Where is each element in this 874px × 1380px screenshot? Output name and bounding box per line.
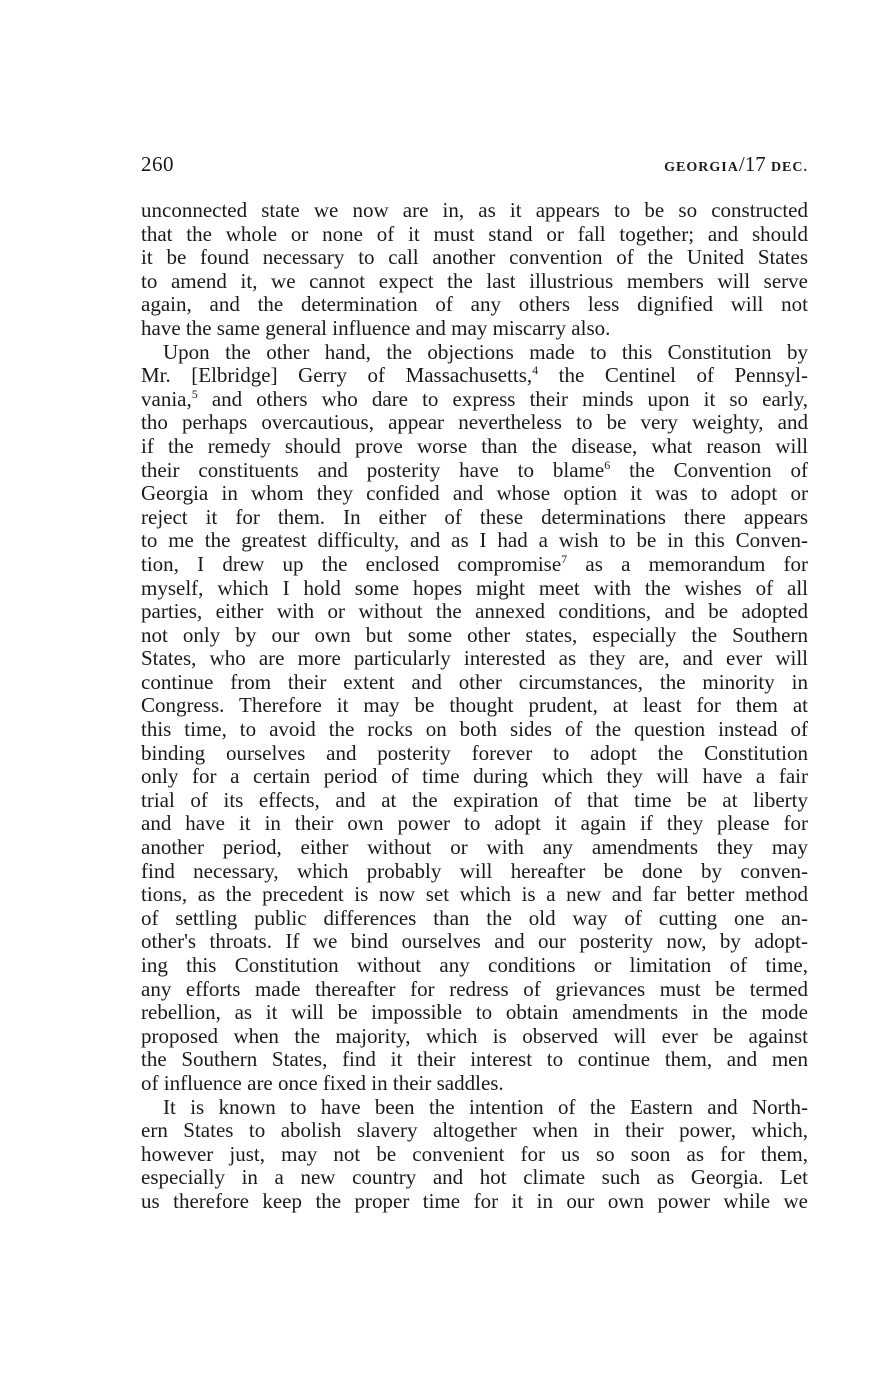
footnote-ref: 6 bbox=[604, 457, 611, 472]
text-line: only for a certain period of time during which they will have a fair bbox=[141, 764, 808, 789]
text-line: ern States to abolish slavery altogether when in their power, which, bbox=[141, 1118, 808, 1143]
text-line: Congress. Therefore it may be thought prudent, at least for them at bbox=[141, 693, 808, 718]
text-line: to me the greatest difficulty, and as I had a wish to be in this Conven- bbox=[141, 528, 808, 553]
text-line: tho perhaps overcautious, appear nevertheless to be very weighty, and bbox=[141, 410, 808, 435]
text-line: ing this Constitution without any conditions or limitation of time, bbox=[141, 953, 808, 977]
text-line: this time, to avoid the rocks on both sides of the question instead of bbox=[141, 717, 808, 742]
text-segment: vania, bbox=[141, 386, 192, 411]
text-line: Georgia in whom they confided and whose option it was to adopt or bbox=[141, 481, 808, 506]
running-head bbox=[141, 150, 808, 180]
text-segment: and others who dare to express their minds upon it so early, bbox=[197, 386, 808, 411]
text-line: any efforts made thereafter for redress of grievances must be termed bbox=[141, 976, 808, 1001]
text-line: of influence are once fixed in their saddles. bbox=[141, 1070, 504, 1095]
text-line: parties, either with or without the annexed conditions, and be adopted bbox=[141, 599, 808, 624]
text-line: Upon the other hand, the objections made to this Constitution by bbox=[163, 339, 808, 364]
text-segment: tion, I drew up the enclosed compromise bbox=[141, 551, 562, 576]
text-segment: their constituents and posterity have to blame bbox=[141, 457, 605, 482]
text-line: to amend it, we cannot expect the last illustrious members will serve bbox=[141, 268, 808, 293]
text-line: another period, either without or with any amendments they may bbox=[141, 835, 808, 860]
footnote-ref: 5 bbox=[191, 386, 198, 401]
text-line bbox=[141, 364, 808, 388]
text-line: if the remedy should prove worse than the disease, what reason will bbox=[141, 433, 808, 458]
text-line: it be found necessary to call another convention of the United States bbox=[141, 245, 808, 270]
text-segment: the Centinel of Pennsyl- bbox=[538, 363, 808, 388]
text-line: especially in a new country and hot climate such as Georgia. Let bbox=[141, 1165, 808, 1190]
heading-month: DEC. bbox=[770, 160, 808, 175]
text-line: find necessary, which probably will hereafter be done by conven- bbox=[141, 858, 808, 883]
text-line: proposed when the majority, which is observed will ever be against bbox=[141, 1023, 808, 1048]
text-line: again, and the determination of any others less dignified will not bbox=[141, 292, 808, 317]
text-line: and have it in their own power to adopt it again if they please for bbox=[141, 811, 808, 836]
text-line: binding ourselves and posterity forever to adopt the Constitution bbox=[141, 740, 808, 765]
text-line: rebellion, as it will be impossible to obtain amendments in the mode bbox=[141, 1000, 808, 1025]
text-line: that the whole or none of it must stand or fall together; and should bbox=[141, 221, 808, 246]
text-line: reject it for them. In either of these determinations there appears bbox=[141, 504, 808, 529]
text-line: unconnected state we now are in, as it appears to be so constructed bbox=[141, 198, 808, 222]
text-line: of settling public differences than the old way of cutting one an- bbox=[141, 905, 808, 930]
text-line: the Southern States, find it their interest to continue them, and men bbox=[141, 1047, 808, 1072]
section-date-heading bbox=[664, 150, 808, 182]
text-line bbox=[141, 388, 808, 412]
text-line: however just, may not be convenient for us so soon as for them, bbox=[141, 1141, 808, 1166]
text-line: us therefore keep the proper time for it in our own power while we bbox=[141, 1188, 808, 1213]
text-line: not only by our own but some other states, especially the Southern bbox=[141, 622, 808, 647]
footnote-ref: 4 bbox=[532, 363, 539, 378]
text-segment: as a memorandum for bbox=[567, 551, 808, 576]
page-number: 260 bbox=[141, 152, 174, 176]
text-line: tions, as the precedent is now set which is a new and far better method bbox=[141, 882, 808, 907]
text-line: States, who are more particularly interested as they are, and ever will bbox=[141, 646, 808, 671]
body-text bbox=[141, 199, 808, 1214]
footnote-ref: 7 bbox=[561, 551, 568, 566]
text-line: have the same general influence and may miscarry also. bbox=[141, 315, 611, 340]
text-line bbox=[141, 553, 808, 577]
text-line: It is known to have been the intention of the Eastern and North- bbox=[163, 1094, 808, 1119]
text-segment: Mr. [Elbridge] Gerry of Massachusetts, bbox=[141, 363, 533, 388]
text-line: myself, which I hold some hopes might meet with the wishes of all bbox=[141, 575, 808, 600]
text-segment: the Convention of bbox=[610, 457, 808, 482]
text-line bbox=[141, 459, 808, 483]
text-line: other's throats. If we bind ourselves and our posterity now, by adopt- bbox=[141, 929, 808, 954]
heading-day: 17 bbox=[744, 152, 766, 176]
section-name: GEORGIA bbox=[664, 160, 739, 175]
text-line: continue from their extent and other circumstances, the minority in bbox=[141, 669, 808, 694]
heading-separator: / bbox=[738, 152, 745, 176]
text-line: trial of its effects, and at the expiration of that time be at liberty bbox=[141, 787, 808, 812]
